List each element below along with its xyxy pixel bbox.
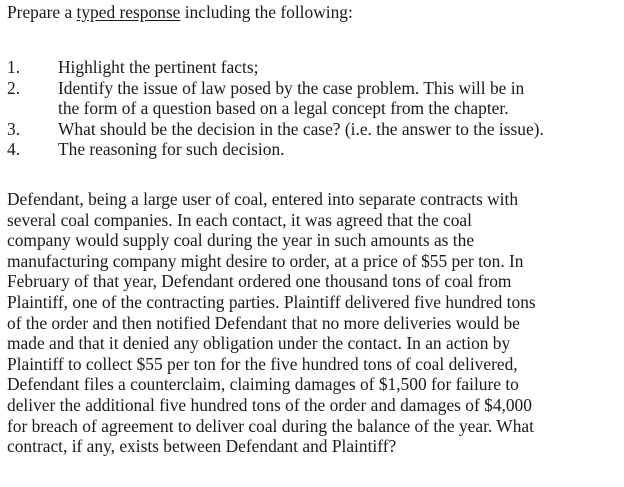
paragraph-line: Plaintiff, one of the contracting parties. Plaintiff delivered five hundred tons <box>7 291 536 312</box>
document <box>7 2 619 457</box>
paragraph-line: company would supply coal during the year in such amounts as the <box>7 230 475 251</box>
requirements-list <box>7 57 619 160</box>
paragraph-line: manufacturing company might desire to order, at a price of $55 per ton. In <box>7 250 524 271</box>
list-item-number: 4. <box>7 139 21 160</box>
list-item-text: Identify the issue of law posed by the case problem. This will be in <box>58 77 525 98</box>
list-item-number: 2. <box>7 77 21 98</box>
list-item <box>7 78 619 119</box>
instructions-heading <box>7 2 619 23</box>
list-item-text: Highlight the pertinent facts; <box>58 57 259 77</box>
list-item <box>7 119 619 140</box>
paragraph-line: for breach of agreement to deliver coal during the balance of the year. What <box>7 415 534 436</box>
paragraph-line: deliver the additional five hundred tons of the order and damages of $4,000 <box>7 394 532 415</box>
paragraph-line: February of that year, Defendant ordered one thousand tons of coal from <box>7 271 512 292</box>
paragraph-line: contract, if any, exists between Defendant and Plaintiff? <box>7 436 397 457</box>
list-item <box>7 139 619 160</box>
paragraph-line: Defendant files a counterclaim, claiming damages of $1,500 for failure to <box>7 374 519 395</box>
paragraph-line: made and that it denied any obligation under the contact. In an action by <box>7 333 511 354</box>
list-item-number: 1. <box>7 57 21 77</box>
list-item-text: What should be the decision in the case? (i.e. the answer to the issue). <box>58 118 544 139</box>
list-item <box>7 57 619 78</box>
typed-response-emphasis: typed response <box>76 2 181 22</box>
list-item-text: The reasoning for such decision. <box>58 139 285 160</box>
paragraph-line: of the order and then notified Defendant that no more deliveries would be <box>7 312 520 333</box>
paragraph-line: several coal companies. In each contact, it was agreed that the coal <box>7 209 472 230</box>
list-item-text-continued: the form of a question based on a legal concept from the chapter. <box>58 98 509 119</box>
paragraph-line: Plaintiff to collect $55 per ton for the five hundred tons of coal delivered, <box>7 353 518 374</box>
case-problem-paragraph <box>7 189 619 457</box>
paragraph-line: Defendant, being a large user of coal, entered into separate contracts with <box>7 189 519 209</box>
intro-suffix: including the following: <box>180 2 353 22</box>
intro-prefix: Prepare a <box>7 2 77 22</box>
list-item-number: 3. <box>7 118 21 139</box>
